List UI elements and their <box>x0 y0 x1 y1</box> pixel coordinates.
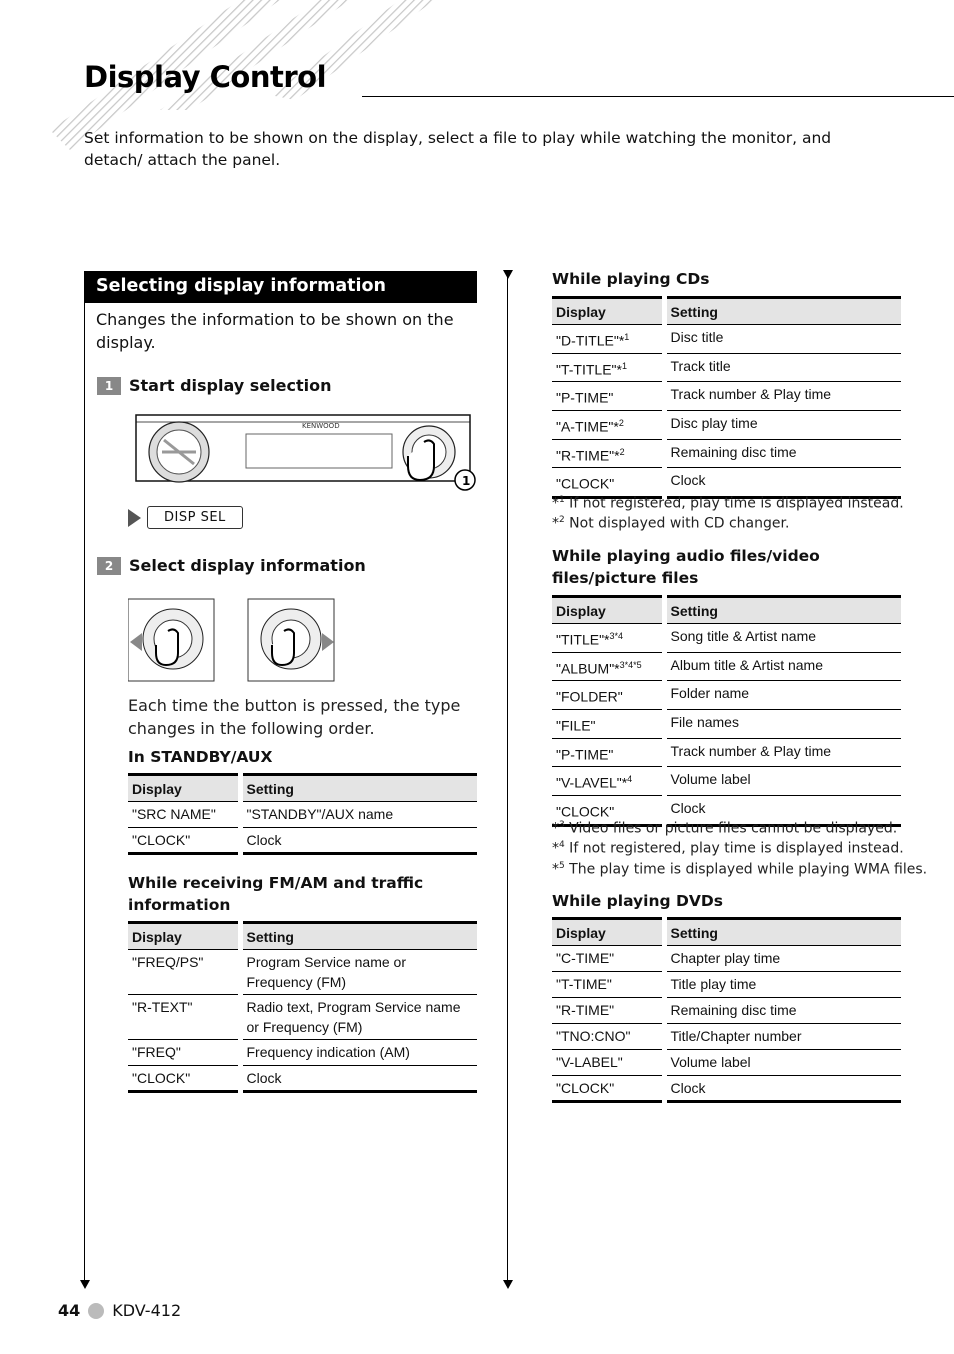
footnote: *$^2$ Not displayed with CD changer. <box>552 515 790 532</box>
table-cell: "CLOCK" <box>552 1076 664 1102</box>
table-row <box>552 946 901 972</box>
footnote: *$^4$ If not registered, play time is displayed instead. <box>552 840 904 857</box>
table-row <box>552 738 901 767</box>
dvd-table <box>552 917 901 1103</box>
section-description: Changes the information to be shown on the display. <box>96 310 454 352</box>
section-heading: Selecting display information <box>84 271 477 303</box>
table-cell: "TNO:CNO" <box>552 1024 664 1050</box>
table-cell: "P-TIME" <box>556 389 614 406</box>
table-cell: "FOLDER" <box>556 688 623 705</box>
step-1 <box>97 376 332 395</box>
table-cell: Clock <box>240 1066 477 1092</box>
table-cell: Radio text, Program Service name or Frequency (FM) <box>240 995 477 1040</box>
table-cell: "FREQ/PS" <box>128 950 240 995</box>
arrow-down-icon <box>503 1280 513 1289</box>
footnote: *$^1$ If not registered, play time is displayed instead. <box>552 495 904 512</box>
table-cell: Volume label <box>664 767 901 796</box>
table-row <box>552 1076 901 1102</box>
table-cell: "TITLE"* <box>556 631 610 648</box>
table-cell: "V-LABEL" <box>552 1050 664 1076</box>
footnote-ref: 4 <box>627 774 633 785</box>
column-header: Display <box>552 597 664 624</box>
table-row <box>552 1024 901 1050</box>
column-header: Display <box>552 298 664 325</box>
footnote-ref: 3*4*5 <box>619 659 642 670</box>
table-row <box>552 353 901 382</box>
step-label: Start display selection <box>129 376 332 395</box>
table-row <box>128 802 477 828</box>
table-row <box>128 1040 477 1066</box>
table-cell: Disc play time <box>664 410 901 439</box>
cd-table <box>552 296 901 499</box>
footnote-ref: 3*4 <box>609 631 624 641</box>
middle-column-line <box>507 272 508 1282</box>
footnote-ref: 1 <box>624 332 630 342</box>
standby-table <box>128 773 477 855</box>
footnote: *$^3$ Video files or picture files cannot be displayed. <box>552 820 898 837</box>
column-header: Display <box>128 775 240 802</box>
fm-table <box>128 921 477 1093</box>
column-header: Setting <box>240 775 477 802</box>
table-cell: "R-TEXT" <box>128 995 240 1040</box>
arrow-down-icon <box>80 1280 90 1289</box>
table-cell: "CLOCK" <box>556 475 615 492</box>
table-cell: Disc title <box>664 325 901 354</box>
table-cell: Clock <box>664 795 901 825</box>
table-cell: "T-TITLE"* <box>556 361 622 378</box>
page-footer <box>58 1301 181 1320</box>
table-cell: Song title & Artist name <box>664 624 901 653</box>
table-cell: "CLOCK" <box>556 803 615 820</box>
table-row <box>128 1066 477 1092</box>
footnote: *$^5$ The play time is displayed while playing WMA files. <box>552 861 928 878</box>
step-2 <box>97 556 366 575</box>
table-cell: Track number & Play time <box>664 738 901 767</box>
audio-heading: While playing audio files/video files/picture files <box>552 547 820 587</box>
table-cell: Title play time <box>664 972 901 998</box>
table-cell: Clock <box>240 828 477 854</box>
page-title: Display Control <box>84 60 327 94</box>
column-header: Setting <box>664 597 901 624</box>
column-header: Display <box>552 919 664 946</box>
table-cell: Track number & Play time <box>664 382 901 411</box>
table-cell: "SRC NAME" <box>128 802 240 828</box>
disp-sel-button[interactable]: DISP SEL <box>147 506 243 529</box>
table-row <box>552 652 901 681</box>
table-row <box>552 1050 901 1076</box>
table-cell: Volume label <box>664 1050 901 1076</box>
bullet-icon <box>88 1303 104 1319</box>
svg-text:1: 1 <box>462 474 471 488</box>
cd-heading: While playing CDs <box>552 270 710 288</box>
table-cell: "CLOCK" <box>128 828 240 854</box>
footnote-ref: 2 <box>619 446 625 457</box>
table-cell: Album title & Artist name <box>664 652 901 681</box>
table-row <box>128 828 477 854</box>
column-header: Setting <box>664 919 901 946</box>
table-cell: "R-TIME"* <box>556 447 620 464</box>
table-cell: "FREQ" <box>128 1040 240 1066</box>
column-header: Display <box>128 923 240 950</box>
table-cell: "T-TIME" <box>552 972 664 998</box>
table-row <box>552 410 901 439</box>
table-row <box>552 439 901 468</box>
table-row <box>552 767 901 796</box>
table-cell: Chapter play time <box>664 946 901 972</box>
model-name: KDV-412 <box>112 1301 182 1320</box>
table-row <box>552 709 901 738</box>
table-cell: "A-TIME"* <box>556 418 619 435</box>
fm-heading: While receiving FM/AM and traffic information <box>128 874 424 914</box>
column-header: Setting <box>664 298 901 325</box>
step-2-description: Each time the button is pressed, the type changes in the following order. <box>128 696 461 738</box>
table-cell: Title/Chapter number <box>664 1024 901 1050</box>
table-cell: "R-TIME" <box>552 998 664 1024</box>
title-rule <box>362 96 954 97</box>
table-cell: "V-LAVEL"* <box>556 774 628 791</box>
table-cell: Program Service name or Frequency (FM) <box>240 950 477 995</box>
footnote-ref: 1 <box>621 360 627 371</box>
table-cell: File names <box>664 709 901 738</box>
standby-heading: In STANDBY/AUX <box>128 748 273 766</box>
table-row <box>552 325 901 354</box>
table-row <box>552 382 901 411</box>
table-cell: "D-TITLE"* <box>556 332 625 349</box>
table-row <box>128 950 477 995</box>
dvd-heading: While playing DVDs <box>552 892 723 910</box>
intro-text: Set information to be shown on the display, select a file to play while watching the monitor, and detach/ attach the panel. <box>84 129 832 169</box>
audio-table <box>552 595 901 827</box>
table-cell: "FILE" <box>556 717 596 734</box>
table-row <box>552 998 901 1024</box>
table-cell: Clock <box>664 1076 901 1102</box>
head-unit-illustration <box>134 412 480 494</box>
table-cell: Remaining disc time <box>664 439 901 468</box>
brand-logo: KENWOOD <box>302 422 340 430</box>
table-cell: Frequency indication (AM) <box>240 1040 477 1066</box>
step-number: 2 <box>97 557 121 575</box>
knob-left-illustration <box>128 597 218 685</box>
step-label: Select display information <box>129 556 366 575</box>
table-cell: "CLOCK" <box>128 1066 240 1092</box>
table-cell: "ALBUM"* <box>556 660 620 677</box>
table-row <box>128 995 477 1040</box>
table-cell: "C-TIME" <box>552 946 664 972</box>
table-row <box>552 681 901 710</box>
disp-sel-indicator <box>128 506 243 529</box>
footnote-ref: 2 <box>618 417 624 428</box>
play-arrow-icon <box>128 509 141 527</box>
arrow-down-icon <box>503 270 513 279</box>
table-cell: Clock <box>664 468 901 498</box>
step-number: 1 <box>97 377 121 395</box>
table-cell: "STANDBY"/AUX name <box>240 802 477 828</box>
table-cell: Folder name <box>664 681 901 710</box>
left-column-line <box>84 272 85 1282</box>
table-cell: Track title <box>664 353 901 382</box>
knob-right-illustration <box>246 597 336 685</box>
page-number: 44 <box>58 1301 81 1320</box>
table-cell: Remaining disc time <box>664 998 901 1024</box>
table-cell: "P-TIME" <box>556 746 614 763</box>
table-row <box>552 972 901 998</box>
column-header: Setting <box>240 923 477 950</box>
table-row <box>552 624 901 653</box>
